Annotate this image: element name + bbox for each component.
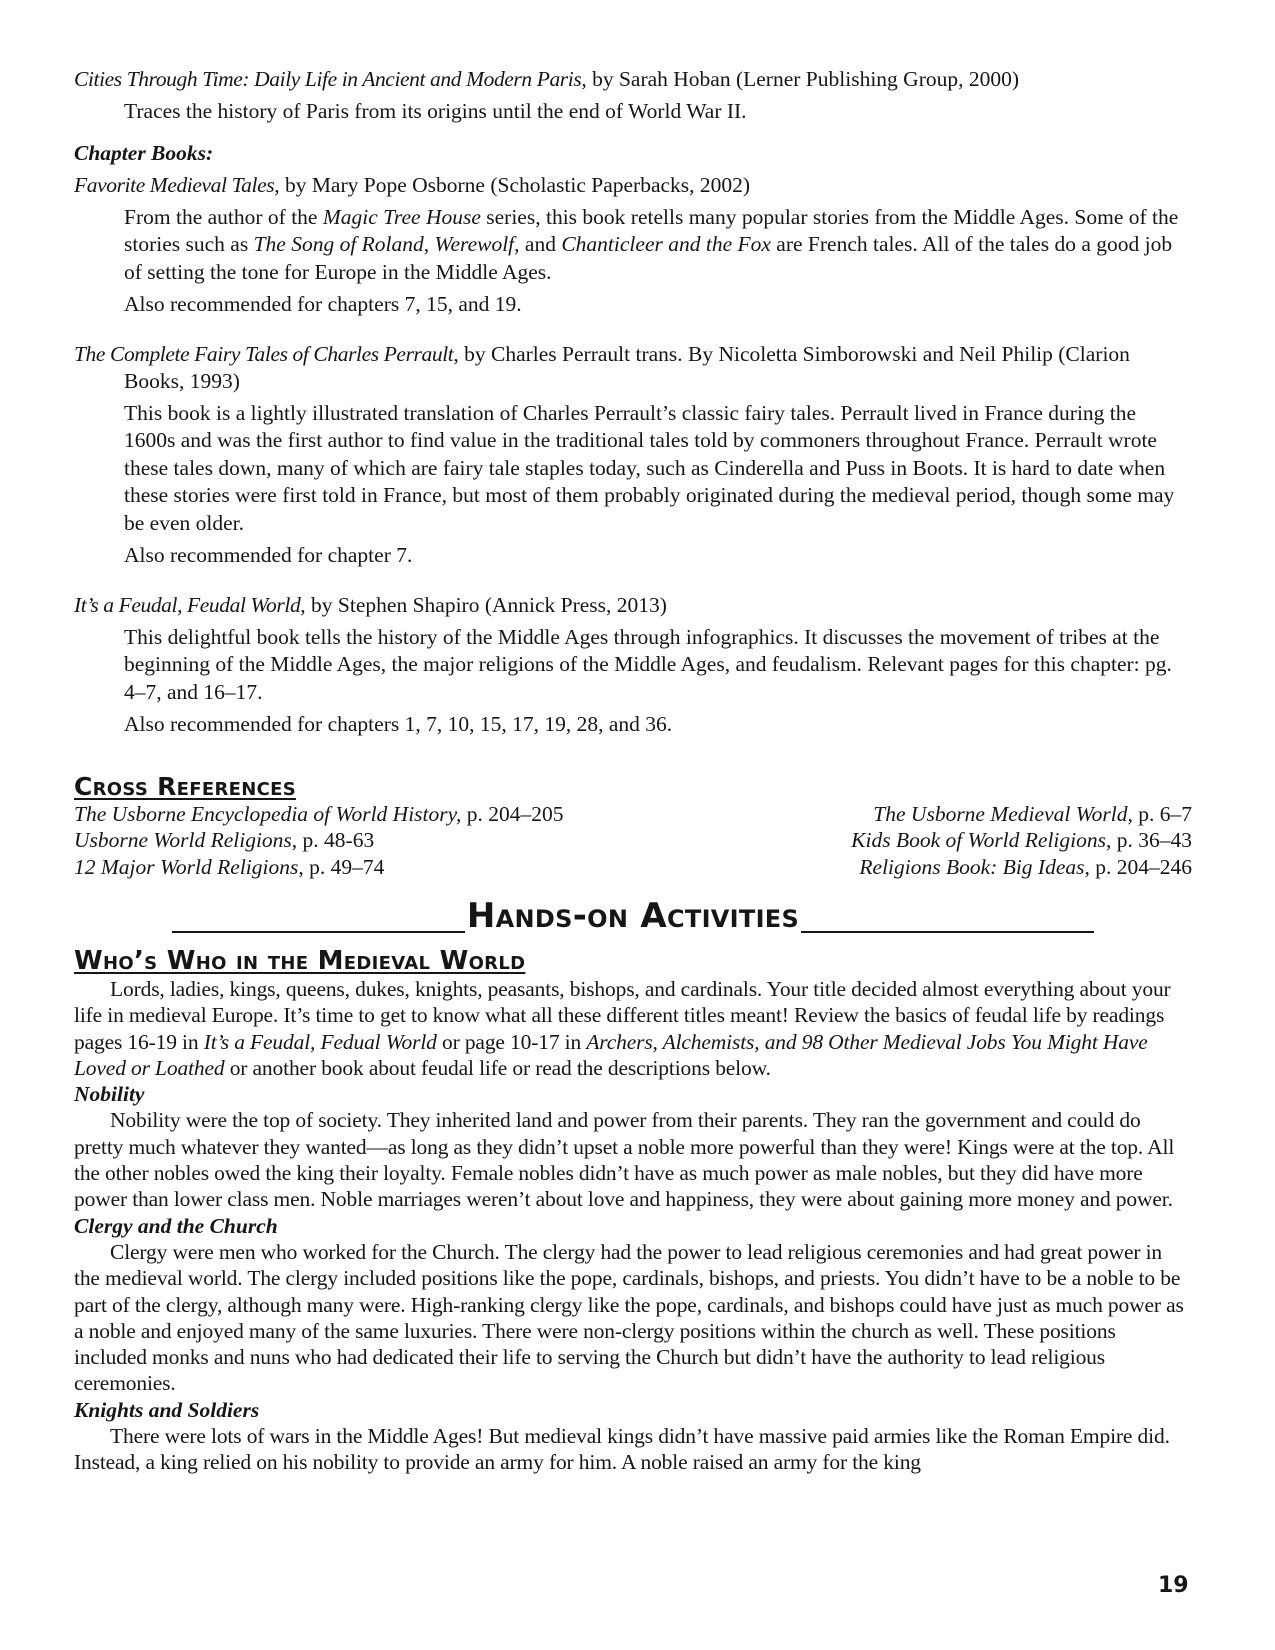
book-citation: , by Charles Perrault trans. By Nicoletta Simborowski and Neil Philip (Clarion Books, 1993) xyxy=(124,341,1130,393)
document-page xyxy=(74,66,1192,1476)
nobility-heading: Nobility xyxy=(74,1082,145,1107)
reference-pages: , p. 48-63 xyxy=(291,828,375,852)
cross-references xyxy=(74,801,1192,881)
hands-on-header xyxy=(74,898,1192,938)
knights-heading: Knights and Soldiers xyxy=(74,1397,260,1422)
book-citation: , by Sarah Hoban (Lerner Publishing Group, 2000) xyxy=(581,67,1020,91)
book-entry-perrault xyxy=(74,341,1192,395)
italic-title: It’s a Feudal, Fedual World xyxy=(203,1029,437,1054)
text-run: are French tales. All of the tales do a good job of setting the tone for Europe in the Middle Ages. xyxy=(124,232,1173,284)
text-run: and xyxy=(519,232,562,256)
italic-title: Chanticleer and the Fox xyxy=(561,232,771,256)
text-run: series, this book retells many popular stories from the Middle Ages. Some of the stories such as xyxy=(124,204,1179,256)
book-citation: , by Stephen Shapiro (Annick Press, 2013) xyxy=(300,592,667,617)
whos-who-intro xyxy=(74,976,1192,1081)
knights-text: There were lots of wars in the Middle Ages! But medieval kings didn’t have massive paid armies like the Roman Empire did. Instead, a king relied on his nobility to provide an army for him. A noble raised an army for the king xyxy=(74,1424,1170,1475)
book-title: It’s a Feudal, Feudal World xyxy=(74,592,301,617)
book-entry-medieval-tales xyxy=(74,172,1192,199)
cross-reference-item xyxy=(74,827,564,854)
book-description xyxy=(74,204,1192,287)
cross-reference-item xyxy=(851,801,1192,828)
reference-pages: p. 6–7 xyxy=(1132,801,1192,826)
nobility-text: Nobility were the top of society. They inherited land and power from their parents. They ran the government and could do pretty much whatever they wanted—as long as they didn’t upset a noble more powerful than they were! Kings were at the top. All the other nobles owed the king their loyalty. Female nobles didn’t have as much power as male nobles, but they did have more power than lower class men. Noble marriages weren’t about love and happiness, they were about gaining more money and power. xyxy=(74,1108,1175,1212)
reference-pages: , p. 204–246 xyxy=(1084,854,1192,879)
cross-reference-item xyxy=(851,827,1192,854)
book-entry-feudal xyxy=(74,592,1192,619)
page-number: 19 xyxy=(1158,1573,1189,1598)
reference-title: Usborne World Religions xyxy=(74,828,292,852)
text-run: or another book about feudal life or read the descriptions below. xyxy=(224,1055,771,1080)
cross-references-right xyxy=(851,801,1192,881)
reference-title: Religions Book: Big Ideas xyxy=(859,854,1085,879)
also-recommended: Also recommended for chapters 7, 15, and 19. xyxy=(124,292,522,316)
cross-reference-item xyxy=(74,854,564,881)
book-entry-cities xyxy=(74,66,1192,93)
cross-references-left xyxy=(74,801,564,881)
book-description: This delightful book tells the history of the Middle Ages through infographics. It discusses the movement of tribes at the beginning of the Middle Ages, the major religions of the Middle Ages, and feudalism. Relevant pages for this chapter: pg. 4–7, and 16–17. xyxy=(124,624,1172,704)
chapter-books-heading: Chapter Books: xyxy=(74,140,214,165)
reference-title: The Usborne Medieval World, xyxy=(873,801,1133,826)
reference-title: Kids Book of World Religions xyxy=(851,828,1106,852)
italic-title: The Song of Roland, Werewolf, xyxy=(253,232,520,256)
clergy-heading: Clergy and the Church xyxy=(74,1213,278,1238)
book-title: Favorite Medieval Tales xyxy=(74,172,275,197)
also-recommended: Also recommended for chapter 7. xyxy=(124,543,413,567)
reference-pages: p. 204–205 xyxy=(461,801,564,826)
book-description: Traces the history of Paris from its origins until the end of World War II. xyxy=(124,99,747,123)
italic-title: Archers, Alchemists, and 98 Other Medieval Jobs You Might Have Loved or Loathed xyxy=(74,1029,1148,1080)
text-run: From the author of the xyxy=(124,204,323,229)
reference-title: The Usborne Encyclopedia of World History, xyxy=(74,801,462,826)
book-title: The Complete Fairy Tales of Charles Perrault xyxy=(74,341,454,366)
cross-references-heading: Cross References xyxy=(74,771,296,801)
clergy-text: Clergy were men who worked for the Church. The clergy had the power to lead religious ceremonies and had great power in the medieval world. The clergy included positions like the pope, cardinals, bishops, and priests. You didn’t have to be a noble to be part of the clergy, although many were. High-ranking clergy like the pope, cardinals, and bishops could have just as much power as a noble and enjoyed many of the same luxuries. There were non-clergy positions within the church as well. These positions included monks and nuns who had dedicated their life to serving the Church but didn’t have the authority to lead religious ceremonies. xyxy=(74,1239,1184,1396)
whos-who-heading: Who’s Who in the Medieval World xyxy=(74,946,526,976)
book-citation: , by Mary Pope Osborne (Scholastic Paperbacks, 2002) xyxy=(274,172,751,197)
hands-on-heading: Hands-on Activities xyxy=(466,896,800,936)
book-title: Cities Through Time: Daily Life in Ancient and Modern Paris xyxy=(74,67,582,91)
cross-reference-item xyxy=(74,801,564,828)
text-run: Lords, ladies, kings, queens, dukes, knights, peasants, bishops, and cardinals. Your title decided almost everything about your life in medieval Europe. It’s time to get to know what all these different titles meant! Review the basics of feudal life by readings pages 16-19 in xyxy=(74,977,1171,1054)
reference-pages: , p. 36–43 xyxy=(1106,828,1192,852)
cross-reference-item xyxy=(851,854,1192,881)
reference-title: 12 Major World Religions xyxy=(74,854,299,879)
reference-pages: , p. 49–74 xyxy=(298,854,385,879)
text-run: or page 10-17 in xyxy=(436,1029,587,1054)
italic-title: Magic Tree House xyxy=(322,204,481,229)
book-description: This book is a lightly illustrated translation of Charles Perrault’s classic fairy tales. Perrault lived in France during the 1600s and was the first author to find value in the traditional tales told by commoners throughout France. Perrault wrote these tales down, many of which are fairy tale staples today, such as Cinderella and Puss in Boots. It is hard to date when these stories were first told in France, but most of them probably originated during the medieval period, though some may be even older. xyxy=(124,400,1175,535)
also-recommended: Also recommended for chapters 1, 7, 10, 15, 17, 19, 28, and 36. xyxy=(124,712,673,736)
